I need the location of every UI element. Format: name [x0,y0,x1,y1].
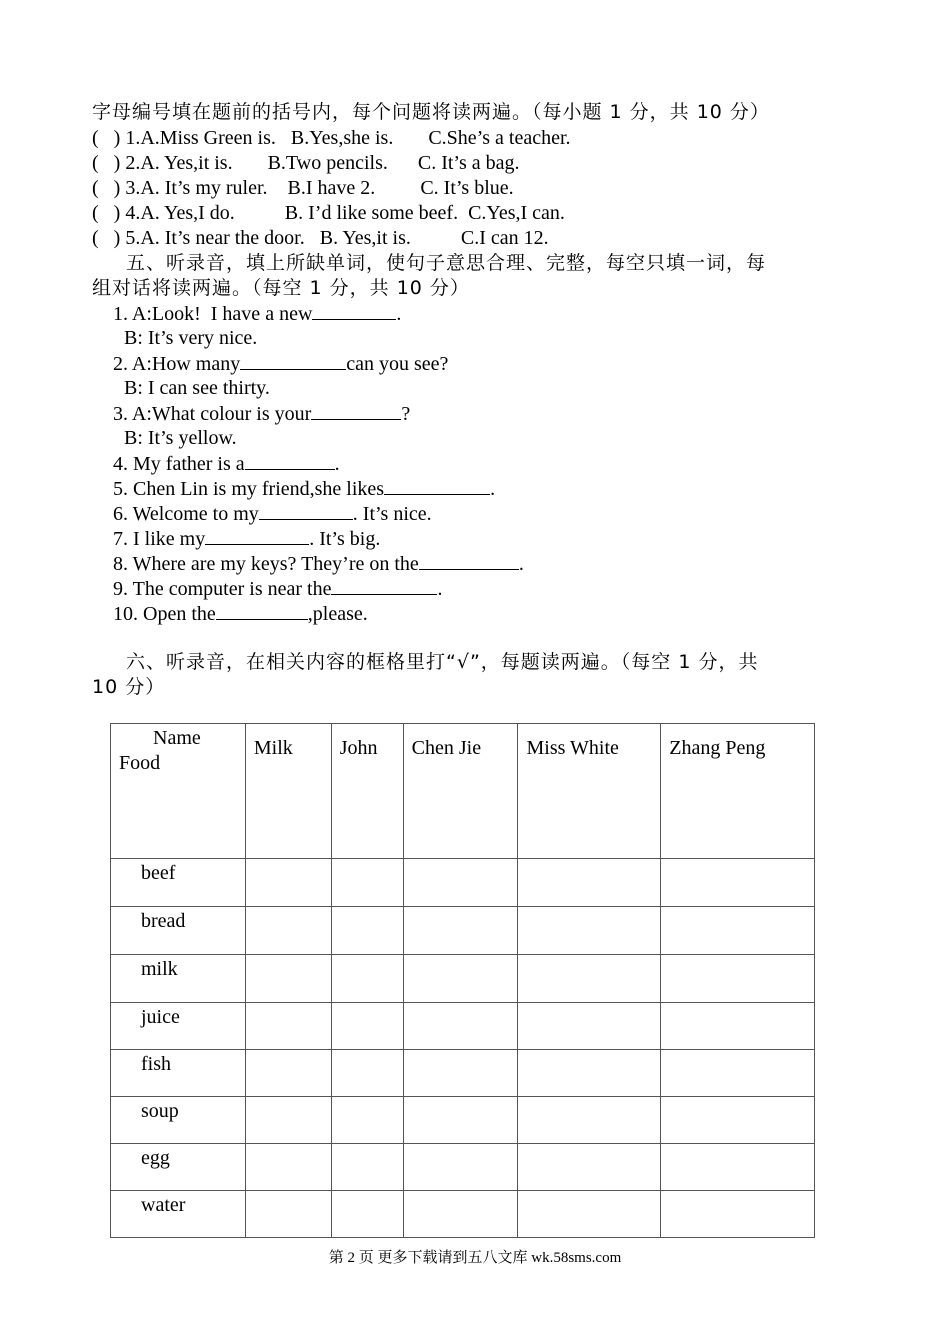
check-cell[interactable] [661,907,815,955]
section6-title-line1: 六、听录音，在相关内容的框格里打“√”，每题读两遍。（每空 1 分，共 [126,651,759,673]
food-cell [111,1003,246,1050]
question-text: . [437,578,443,600]
food-label: beef [141,862,176,884]
question-text: 9. The computer is near the [113,578,332,600]
check-cell[interactable] [331,1003,403,1050]
check-cell[interactable] [331,1097,403,1144]
fill-item-1b: B: It’s very nice. [124,327,258,349]
check-cell[interactable] [245,1144,331,1191]
column-header-label: Chen Jie [411,737,482,759]
option-b: B.Yes,she is. [290,127,394,149]
column-header-label: Miss White [526,737,619,759]
option-b: B.I have 2. [287,177,376,199]
check-cell[interactable] [518,1050,661,1097]
food-label: juice [141,1006,180,1028]
column-header-label: John [339,737,378,759]
food-cell [111,955,246,1003]
fill-item-2b: B: I can see thirty. [124,377,270,399]
question-text: . [490,478,496,500]
fill-item-4 [113,451,340,477]
table-row [111,1144,815,1191]
item-number: 2. [125,152,141,174]
check-cell[interactable] [245,955,331,1003]
mc-item-3 [92,176,514,201]
food-cell [111,1144,246,1191]
option-b: B.Two pencils. [267,152,388,174]
item-number: 4. [125,202,141,224]
check-cell[interactable] [518,907,661,955]
option-a: A.Miss Green is. [140,127,276,149]
question-text: 2. A:How many [113,353,241,375]
answer-blank[interactable] [245,451,335,470]
check-cell[interactable] [661,1003,815,1050]
check-cell[interactable] [331,1050,403,1097]
item-number: 5. [125,227,141,249]
question-text: ? [401,403,411,425]
answer-paren[interactable]: ( ) [92,177,121,199]
question-text: can you see? [346,353,449,375]
fill-item-10 [113,601,368,627]
check-cell[interactable] [661,1050,815,1097]
answer-paren[interactable]: ( ) [92,127,121,149]
answer-blank[interactable] [419,551,519,570]
answer-blank[interactable] [311,401,401,420]
check-cell[interactable] [331,907,403,955]
answer-paren[interactable]: ( ) [92,227,121,249]
food-cell [111,859,246,907]
check-cell[interactable] [331,955,403,1003]
check-cell[interactable] [661,1097,815,1144]
section6-title-line2: 10 分） [92,676,166,698]
option-c: C.Yes,I can. [468,202,565,224]
column-header-label: Milk [253,737,293,759]
question-text: 6. Welcome to my [113,503,259,525]
food-cell [111,907,246,955]
check-cell[interactable] [331,1144,403,1191]
option-a: A. Yes,I do. [140,202,235,224]
item-number: 3. [125,177,141,199]
column-header [331,724,403,859]
column-header [403,724,518,859]
answer-blank[interactable] [331,576,437,595]
column-header [245,724,331,859]
answer-blank[interactable] [312,301,396,320]
option-c: C. It’s a bag. [417,152,520,174]
fill-item-2a [113,351,448,377]
question-text: 3. A:What colour is your [113,403,312,425]
check-cell[interactable] [245,1191,331,1238]
food-label: milk [141,958,178,980]
section5-title-line2: 组对话将读两遍。（每空 1 分，共 10 分） [92,277,470,299]
check-cell[interactable] [661,1144,815,1191]
option-a: A. It’s my ruler. [140,177,268,199]
question-text: 8. Where are my keys? They’re on the [113,553,419,575]
question-text: 7. I like my [113,528,206,550]
check-cell[interactable] [245,1050,331,1097]
question-text: . [396,303,402,325]
check-cell[interactable] [661,859,815,907]
food-label: fish [141,1053,171,1075]
mc-item-2 [92,151,520,176]
fill-item-3b: B: It’s yellow. [124,427,237,449]
answer-paren[interactable]: ( ) [92,152,121,174]
food-label: soup [141,1100,179,1122]
section4-intro: 字母编号填在题前的括号内，每个问题将读两遍。（每小题 1 分，共 10 分） [92,101,770,123]
option-b: B. I’d like some beef. [284,202,459,224]
table-row [111,1097,815,1144]
check-cell[interactable] [403,1191,518,1238]
fill-item-6 [113,501,432,527]
name-header-label: Name [153,727,201,749]
table-row [111,907,815,955]
check-cell[interactable] [403,859,518,907]
check-cell[interactable] [331,859,403,907]
check-cell[interactable] [403,1003,518,1050]
option-c: C.She’s a teacher. [428,127,571,149]
column-header [518,724,661,859]
option-a: A. Yes,it is. [140,152,233,174]
check-cell[interactable] [403,955,518,1003]
answer-blank[interactable] [205,526,309,545]
table-row [111,1003,815,1050]
section5-title-line1: 五、听录音，填上所缺单词，使句子意思合理、完整，每空只填一词，每 [126,252,767,274]
question-text: 1. A:Look! I have a new [113,303,313,325]
mc-item-4 [92,201,565,226]
food-label: water [141,1194,186,1216]
table-row [111,1191,815,1238]
fill-item-5 [113,476,495,502]
table-row [111,859,815,907]
fill-item-9 [113,576,442,602]
food-header-label: Food [119,752,161,774]
check-cell[interactable] [518,955,661,1003]
option-c: C.I can 12. [460,227,549,249]
food-cell [111,1191,246,1238]
question-text: . [334,453,340,475]
check-cell[interactable] [331,1191,403,1238]
question-text: ,please. [307,603,368,625]
check-cell[interactable] [245,1003,331,1050]
question-text: 5. Chen Lin is my friend,she likes [113,478,385,500]
check-cell[interactable] [518,1097,661,1144]
fill-item-7 [113,526,380,552]
table-row [111,1050,815,1097]
check-cell[interactable] [518,859,661,907]
food-checklist-table [110,723,815,1238]
column-header [661,724,815,859]
question-text: 4. My father is a [113,453,245,475]
food-label: egg [141,1147,170,1169]
item-number: 1. [125,127,141,149]
table-row [111,955,815,1003]
question-text: 10. Open the [113,603,216,625]
table-header-row [111,724,815,859]
answer-blank[interactable] [240,351,346,370]
answer-blank[interactable] [216,601,308,620]
food-label: bread [141,910,186,932]
check-cell[interactable] [518,1191,661,1238]
check-cell[interactable] [661,955,815,1003]
check-cell[interactable] [403,1097,518,1144]
food-cell [111,1097,246,1144]
question-text: . It’s nice. [352,503,432,525]
fill-item-1a [113,301,401,327]
check-cell[interactable] [245,1097,331,1144]
check-cell[interactable] [403,1144,518,1191]
option-a: A. It’s near the door. [140,227,305,249]
check-cell[interactable] [245,907,331,955]
check-cell[interactable] [403,1050,518,1097]
question-text: . It’s big. [309,528,381,550]
option-c: C. It’s blue. [420,177,514,199]
check-cell[interactable] [403,907,518,955]
fill-item-8 [113,551,524,577]
answer-blank[interactable] [384,476,490,495]
fill-item-3a [113,401,410,427]
option-b: B. Yes,it is. [319,227,411,249]
check-cell[interactable] [661,1191,815,1238]
check-cell[interactable] [245,859,331,907]
question-text: . [518,553,524,575]
check-cell[interactable] [518,1144,661,1191]
check-cell[interactable] [518,1003,661,1050]
answer-blank[interactable] [259,501,353,520]
answer-paren[interactable]: ( ) [92,202,121,224]
mc-item-1 [92,126,571,151]
column-header-label: Zhang Peng [669,737,766,759]
food-cell [111,1050,246,1097]
corner-header-cell [111,724,246,859]
mc-item-5 [92,226,549,251]
page-footer: 第 2 页 更多下载请到五八文库 wk.58sms.com [328,1250,622,1266]
